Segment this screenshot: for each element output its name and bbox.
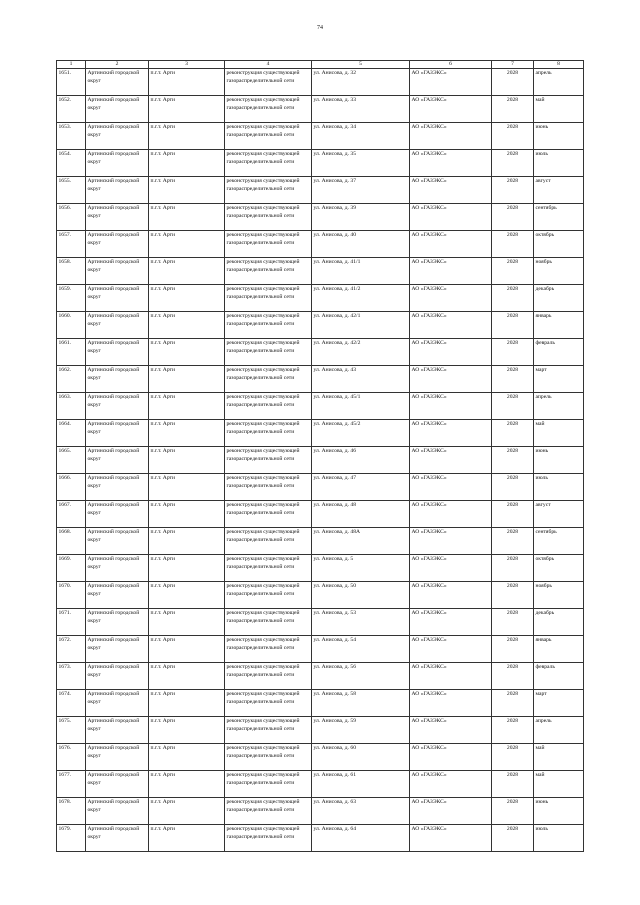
row-number-cell: 1669. (57, 555, 86, 582)
table-row (57, 420, 584, 447)
month-cell: июнь (534, 447, 584, 474)
row-number-cell: 1670. (57, 582, 86, 609)
organization-cell: АО «ГАЗЭКС» (410, 447, 492, 474)
row-number-cell: 1659. (57, 285, 86, 312)
row-number-cell: 1671. (57, 609, 86, 636)
work-type-cell: реконструкция существующей газораспределительной сети (225, 339, 312, 366)
organization-cell: АО «ГАЗЭКС» (410, 798, 492, 825)
organization-cell: АО «ГАЗЭКС» (410, 636, 492, 663)
month-cell: май (534, 771, 584, 798)
organization-cell: АО «ГАЗЭКС» (410, 582, 492, 609)
month-cell: сентябрь (534, 528, 584, 555)
year-cell: 2028 (492, 96, 534, 123)
organization-cell: АО «ГАЗЭКС» (410, 690, 492, 717)
organization-cell: АО «ГАЗЭКС» (410, 123, 492, 150)
table-row (57, 69, 584, 96)
year-cell: 2028 (492, 636, 534, 663)
row-number-cell: 1656. (57, 204, 86, 231)
district-cell: Артинский городской округ (86, 447, 149, 474)
month-cell: ноябрь (534, 258, 584, 285)
work-type-cell: реконструкция существующей газораспределительной сети (225, 204, 312, 231)
settlement-cell: п.г.т. Арти (149, 798, 225, 825)
year-cell: 2028 (492, 771, 534, 798)
row-number-cell: 1657. (57, 231, 86, 258)
work-type-cell: реконструкция существующей газораспределительной сети (225, 825, 312, 852)
district-cell: Артинский городской округ (86, 771, 149, 798)
table-row (57, 717, 584, 744)
address-cell: ул. Анисова, д. 46 (312, 447, 410, 474)
table-row (57, 312, 584, 339)
district-cell: Артинский городской округ (86, 825, 149, 852)
month-cell: ноябрь (534, 582, 584, 609)
organization-cell: АО «ГАЗЭКС» (410, 474, 492, 501)
month-cell: июль (534, 474, 584, 501)
work-type-cell: реконструкция существующей газораспределительной сети (225, 690, 312, 717)
address-cell: ул. Анисова, д. 54 (312, 636, 410, 663)
row-number-cell: 1655. (57, 177, 86, 204)
table-row (57, 258, 584, 285)
page-number: 74 (317, 25, 323, 31)
work-type-cell: реконструкция существующей газораспределительной сети (225, 636, 312, 663)
row-number-cell: 1654. (57, 150, 86, 177)
address-cell: ул. Анисова, д. 48 (312, 501, 410, 528)
month-cell: март (534, 366, 584, 393)
organization-cell: АО «ГАЗЭКС» (410, 825, 492, 852)
table-row (57, 339, 584, 366)
row-number-cell: 1664. (57, 420, 86, 447)
address-cell: ул. Анисова, д. 58 (312, 690, 410, 717)
table-row (57, 825, 584, 852)
work-type-cell: реконструкция существующей газораспределительной сети (225, 123, 312, 150)
month-cell: май (534, 744, 584, 771)
settlement-cell: п.г.т. Арти (149, 663, 225, 690)
table-row (57, 798, 584, 825)
address-cell: ул. Анисова, д. 35 (312, 150, 410, 177)
month-cell: март (534, 690, 584, 717)
work-type-cell: реконструкция существующей газораспределительной сети (225, 96, 312, 123)
address-cell: ул. Анисова, д. 42/2 (312, 339, 410, 366)
table-row (57, 123, 584, 150)
settlement-cell: п.г.т. Арти (149, 69, 225, 96)
year-cell: 2028 (492, 474, 534, 501)
district-cell: Артинский городской округ (86, 555, 149, 582)
month-cell: октябрь (534, 555, 584, 582)
month-cell: февраль (534, 663, 584, 690)
work-type-cell: реконструкция существующей газораспределительной сети (225, 312, 312, 339)
address-cell: ул. Анисова, д. 40 (312, 231, 410, 258)
work-type-cell: реконструкция существующей газораспределительной сети (225, 285, 312, 312)
organization-cell: АО «ГАЗЭКС» (410, 366, 492, 393)
work-type-cell: реконструкция существующей газораспределительной сети (225, 528, 312, 555)
year-cell: 2028 (492, 825, 534, 852)
column-header-3: 3 (149, 61, 225, 69)
month-cell: апрель (534, 393, 584, 420)
row-number-cell: 1673. (57, 663, 86, 690)
work-type-cell: реконструкция существующей газораспределительной сети (225, 447, 312, 474)
year-cell: 2028 (492, 312, 534, 339)
organization-cell: АО «ГАЗЭКС» (410, 258, 492, 285)
settlement-cell: п.г.т. Арти (149, 96, 225, 123)
year-cell: 2028 (492, 528, 534, 555)
table-row (57, 177, 584, 204)
organization-cell: АО «ГАЗЭКС» (410, 231, 492, 258)
work-type-cell: реконструкция существующей газораспределительной сети (225, 69, 312, 96)
table-row (57, 771, 584, 798)
organization-cell: АО «ГАЗЭКС» (410, 285, 492, 312)
month-cell: апрель (534, 69, 584, 96)
row-number-cell: 1678. (57, 798, 86, 825)
year-cell: 2028 (492, 123, 534, 150)
column-header-6: 6 (410, 61, 492, 69)
row-number-cell: 1651. (57, 69, 86, 96)
table-row (57, 96, 584, 123)
address-cell: ул. Анисова, д. 41/1 (312, 258, 410, 285)
work-type-cell: реконструкция существующей газораспределительной сети (225, 582, 312, 609)
settlement-cell: п.г.т. Арти (149, 123, 225, 150)
row-number-cell: 1675. (57, 717, 86, 744)
year-cell: 2028 (492, 366, 534, 393)
year-cell: 2028 (492, 798, 534, 825)
month-cell: апрель (534, 717, 584, 744)
month-cell: январь (534, 636, 584, 663)
address-cell: ул. Анисова, д. 45/1 (312, 393, 410, 420)
address-cell: ул. Анисова, д. 42/1 (312, 312, 410, 339)
settlement-cell: п.г.т. Арти (149, 312, 225, 339)
district-cell: Артинский городской округ (86, 204, 149, 231)
column-number-row (57, 61, 584, 69)
district-cell: Артинский городской округ (86, 501, 149, 528)
month-cell: июнь (534, 123, 584, 150)
address-cell: ул. Анисова, д. 59 (312, 717, 410, 744)
month-cell: июль (534, 825, 584, 852)
year-cell: 2028 (492, 177, 534, 204)
organization-cell: АО «ГАЗЭКС» (410, 555, 492, 582)
district-cell: Артинский городской округ (86, 258, 149, 285)
district-cell: Артинский городской округ (86, 285, 149, 312)
row-number-cell: 1676. (57, 744, 86, 771)
month-cell: июнь (534, 798, 584, 825)
work-type-cell: реконструкция существующей газораспределительной сети (225, 231, 312, 258)
column-header-1: 1 (57, 61, 86, 69)
address-cell: ул. Анисова, д. 5 (312, 555, 410, 582)
month-cell: май (534, 420, 584, 447)
settlement-cell: п.г.т. Арти (149, 177, 225, 204)
table-row (57, 285, 584, 312)
year-cell: 2028 (492, 285, 534, 312)
district-cell: Артинский городской округ (86, 663, 149, 690)
address-cell: ул. Анисова, д. 56 (312, 663, 410, 690)
table-row (57, 528, 584, 555)
district-cell: Артинский городской округ (86, 366, 149, 393)
district-cell: Артинский городской округ (86, 123, 149, 150)
settlement-cell: п.г.т. Арти (149, 285, 225, 312)
table-row (57, 231, 584, 258)
year-cell: 2028 (492, 555, 534, 582)
district-cell: Артинский городской округ (86, 393, 149, 420)
month-cell: февраль (534, 339, 584, 366)
month-cell: август (534, 177, 584, 204)
year-cell: 2028 (492, 447, 534, 474)
year-cell: 2028 (492, 339, 534, 366)
row-number-cell: 1679. (57, 825, 86, 852)
column-header-8: 8 (534, 61, 584, 69)
settlement-cell: п.г.т. Арти (149, 582, 225, 609)
settlement-cell: п.г.т. Арти (149, 609, 225, 636)
organization-cell: АО «ГАЗЭКС» (410, 771, 492, 798)
settlement-cell: п.г.т. Арти (149, 204, 225, 231)
district-cell: Артинский городской округ (86, 744, 149, 771)
settlement-cell: п.г.т. Арти (149, 339, 225, 366)
organization-cell: АО «ГАЗЭКС» (410, 528, 492, 555)
month-cell: декабрь (534, 285, 584, 312)
settlement-cell: п.г.т. Арти (149, 447, 225, 474)
year-cell: 2028 (492, 744, 534, 771)
year-cell: 2028 (492, 717, 534, 744)
year-cell: 2028 (492, 150, 534, 177)
table-row (57, 690, 584, 717)
address-cell: ул. Анисова, д. 32 (312, 69, 410, 96)
address-cell: ул. Анисова, д. 61 (312, 771, 410, 798)
settlement-cell: п.г.т. Арти (149, 636, 225, 663)
district-cell: Артинский городской округ (86, 798, 149, 825)
work-type-cell: реконструкция существующей газораспределительной сети (225, 150, 312, 177)
organization-cell: АО «ГАЗЭКС» (410, 501, 492, 528)
settlement-cell: п.г.т. Арти (149, 150, 225, 177)
work-type-cell: реконструкция существующей газораспределительной сети (225, 798, 312, 825)
table-row (57, 393, 584, 420)
year-cell: 2028 (492, 69, 534, 96)
table-row (57, 366, 584, 393)
work-type-cell: реконструкция существующей газораспределительной сети (225, 420, 312, 447)
organization-cell: АО «ГАЗЭКС» (410, 420, 492, 447)
address-cell: ул. Анисова, д. 41/2 (312, 285, 410, 312)
month-cell: август (534, 501, 584, 528)
work-type-cell: реконструкция существующей газораспределительной сети (225, 609, 312, 636)
row-number-cell: 1663. (57, 393, 86, 420)
table-row (57, 204, 584, 231)
row-number-cell: 1674. (57, 690, 86, 717)
district-cell: Артинский городской округ (86, 582, 149, 609)
address-cell: ул. Анисова, д. 33 (312, 96, 410, 123)
address-cell: ул. Анисова, д. 47 (312, 474, 410, 501)
district-cell: Артинский городской округ (86, 474, 149, 501)
work-type-cell: реконструкция существующей газораспределительной сети (225, 393, 312, 420)
work-type-cell: реконструкция существующей газораспределительной сети (225, 555, 312, 582)
address-cell: ул. Анисова, д. 39 (312, 204, 410, 231)
settlement-cell: п.г.т. Арти (149, 717, 225, 744)
row-number-cell: 1662. (57, 366, 86, 393)
district-cell: Артинский городской округ (86, 231, 149, 258)
address-cell: ул. Анисова, д. 50 (312, 582, 410, 609)
year-cell: 2028 (492, 204, 534, 231)
work-type-cell: реконструкция существующей газораспределительной сети (225, 366, 312, 393)
district-cell: Артинский городской округ (86, 96, 149, 123)
column-header-5: 5 (312, 61, 410, 69)
district-cell: Артинский городской округ (86, 420, 149, 447)
settlement-cell: п.г.т. Арти (149, 420, 225, 447)
organization-cell: АО «ГАЗЭКС» (410, 312, 492, 339)
district-cell: Артинский городской округ (86, 528, 149, 555)
month-cell: июль (534, 150, 584, 177)
work-type-cell: реконструкция существующей газораспределительной сети (225, 501, 312, 528)
settlement-cell: п.г.т. Арти (149, 771, 225, 798)
address-cell: ул. Анисова, д. 48А (312, 528, 410, 555)
row-number-cell: 1653. (57, 123, 86, 150)
address-cell: ул. Анисова, д. 53 (312, 609, 410, 636)
row-number-cell: 1652. (57, 96, 86, 123)
row-number-cell: 1666. (57, 474, 86, 501)
year-cell: 2028 (492, 609, 534, 636)
month-cell: май (534, 96, 584, 123)
row-number-cell: 1667. (57, 501, 86, 528)
address-cell: ул. Анисова, д. 45/2 (312, 420, 410, 447)
settlement-cell: п.г.т. Арти (149, 393, 225, 420)
address-cell: ул. Анисова, д. 64 (312, 825, 410, 852)
address-cell: ул. Анисова, д. 43 (312, 366, 410, 393)
month-cell: октябрь (534, 231, 584, 258)
table-row (57, 609, 584, 636)
district-cell: Артинский городской округ (86, 339, 149, 366)
table-row (57, 636, 584, 663)
year-cell: 2028 (492, 690, 534, 717)
district-cell: Артинский городской округ (86, 690, 149, 717)
work-type-cell: реконструкция существующей газораспределительной сети (225, 663, 312, 690)
column-header-4: 4 (225, 61, 312, 69)
row-number-cell: 1658. (57, 258, 86, 285)
organization-cell: АО «ГАЗЭКС» (410, 663, 492, 690)
organization-cell: АО «ГАЗЭКС» (410, 393, 492, 420)
row-number-cell: 1665. (57, 447, 86, 474)
district-cell: Артинский городской округ (86, 69, 149, 96)
district-cell: Артинский городской округ (86, 717, 149, 744)
year-cell: 2028 (492, 663, 534, 690)
settlement-cell: п.г.т. Арти (149, 366, 225, 393)
organization-cell: АО «ГАЗЭКС» (410, 609, 492, 636)
work-type-cell: реконструкция существующей газораспределительной сети (225, 771, 312, 798)
organization-cell: АО «ГАЗЭКС» (410, 744, 492, 771)
table-row (57, 582, 584, 609)
settlement-cell: п.г.т. Арти (149, 690, 225, 717)
work-type-cell: реконструкция существующей газораспределительной сети (225, 717, 312, 744)
address-cell: ул. Анисова, д. 60 (312, 744, 410, 771)
column-header-2: 2 (86, 61, 149, 69)
work-type-cell: реконструкция существующей газораспределительной сети (225, 744, 312, 771)
year-cell: 2028 (492, 501, 534, 528)
settlement-cell: п.г.т. Арти (149, 555, 225, 582)
address-cell: ул. Анисова, д. 37 (312, 177, 410, 204)
month-cell: декабрь (534, 609, 584, 636)
row-number-cell: 1661. (57, 339, 86, 366)
settlement-cell: п.г.т. Арти (149, 474, 225, 501)
settlement-cell: п.г.т. Арти (149, 825, 225, 852)
table-row (57, 663, 584, 690)
district-cell: Артинский городской округ (86, 312, 149, 339)
month-cell: сентябрь (534, 204, 584, 231)
district-cell: Артинский городской округ (86, 609, 149, 636)
row-number-cell: 1672. (57, 636, 86, 663)
work-type-cell: реконструкция существующей газораспределительной сети (225, 177, 312, 204)
work-type-cell: реконструкция существующей газораспределительной сети (225, 258, 312, 285)
table-row (57, 474, 584, 501)
organization-cell: АО «ГАЗЭКС» (410, 69, 492, 96)
organization-cell: АО «ГАЗЭКС» (410, 150, 492, 177)
year-cell: 2028 (492, 258, 534, 285)
column-header-7: 7 (492, 61, 534, 69)
month-cell: январь (534, 312, 584, 339)
settlement-cell: п.г.т. Арти (149, 231, 225, 258)
table-row (57, 555, 584, 582)
settlement-cell: п.г.т. Арти (149, 501, 225, 528)
organization-cell: АО «ГАЗЭКС» (410, 177, 492, 204)
organization-cell: АО «ГАЗЭКС» (410, 339, 492, 366)
settlement-cell: п.г.т. Арти (149, 744, 225, 771)
address-cell: ул. Анисова, д. 63 (312, 798, 410, 825)
table-row (57, 501, 584, 528)
district-cell: Артинский городской округ (86, 636, 149, 663)
year-cell: 2028 (492, 420, 534, 447)
year-cell: 2028 (492, 582, 534, 609)
district-cell: Артинский городской округ (86, 177, 149, 204)
district-cell: Артинский городской округ (86, 150, 149, 177)
organization-cell: АО «ГАЗЭКС» (410, 717, 492, 744)
organization-cell: АО «ГАЗЭКС» (410, 96, 492, 123)
year-cell: 2028 (492, 393, 534, 420)
work-type-cell: реконструкция существующей газораспределительной сети (225, 474, 312, 501)
table-row (57, 447, 584, 474)
row-number-cell: 1660. (57, 312, 86, 339)
settlement-cell: п.г.т. Арти (149, 258, 225, 285)
settlement-cell: п.г.т. Арти (149, 528, 225, 555)
row-number-cell: 1668. (57, 528, 86, 555)
work-schedule-table (56, 60, 584, 852)
year-cell: 2028 (492, 231, 534, 258)
table-row (57, 150, 584, 177)
row-number-cell: 1677. (57, 771, 86, 798)
organization-cell: АО «ГАЗЭКС» (410, 204, 492, 231)
address-cell: ул. Анисова, д. 34 (312, 123, 410, 150)
table-row (57, 744, 584, 771)
